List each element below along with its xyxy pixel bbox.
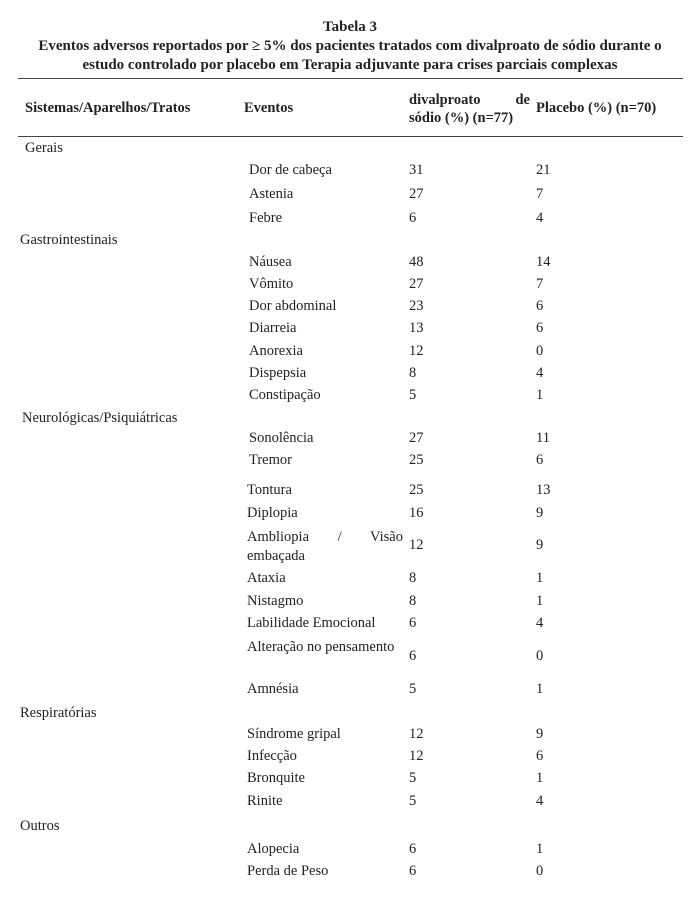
- title-line-3: estudo controlado por placebo em Terapia adjuvante para crises parciais complexas: [82, 57, 618, 73]
- divalproato-value: 5: [409, 387, 417, 403]
- placebo-value: 1: [536, 770, 544, 786]
- placebo-value: 1: [536, 570, 544, 586]
- event-name: Ambliopia / Visão embaçada: [247, 529, 403, 564]
- header-systems: Sistemas/Aparelhos/Tratos: [25, 100, 191, 116]
- divalproato-value: 12: [409, 537, 424, 553]
- divalproato-value: 25: [409, 452, 424, 468]
- placebo-value: 9: [536, 537, 544, 553]
- event-name: Dor abdominal: [249, 298, 337, 314]
- title-line-2: Eventos adversos reportados por ≥ 5% dos pacientes tratados com divalproato de sódio durante o: [38, 38, 662, 54]
- placebo-value: 6: [536, 298, 544, 314]
- event-name: Bronquite: [247, 770, 305, 786]
- placebo-value: 0: [536, 863, 544, 879]
- placebo-value: 7: [536, 186, 544, 202]
- placebo-value: 4: [536, 365, 544, 381]
- divalproato-value: 6: [409, 615, 417, 631]
- divalproato-value: 12: [409, 343, 424, 359]
- event-name: Vômito: [249, 276, 294, 292]
- placebo-value: 6: [536, 748, 544, 764]
- placebo-value: 9: [536, 505, 544, 521]
- event-name: Labilidade Emocional: [247, 615, 376, 631]
- divalproato-value: 27: [409, 430, 424, 446]
- header-divalproato-line2: sódio (%) (n=77): [409, 110, 514, 126]
- event-name: Dor de cabeça: [249, 162, 332, 178]
- event-name: Anorexia: [249, 343, 303, 359]
- category-outros: Outros: [20, 818, 60, 834]
- divalproato-value: 27: [409, 276, 424, 292]
- event-name: Alopecia: [247, 841, 300, 857]
- placebo-value: 21: [536, 162, 551, 178]
- event-name: Constipação: [249, 387, 321, 403]
- placebo-value: 9: [536, 726, 544, 742]
- event-name: Náusea: [249, 254, 292, 270]
- event-name: Ataxia: [247, 570, 286, 586]
- divalproato-value: 6: [409, 863, 417, 879]
- placebo-value: 6: [536, 320, 544, 336]
- placebo-value: 0: [536, 343, 544, 359]
- placebo-value: 6: [536, 452, 544, 468]
- placebo-value: 13: [536, 482, 551, 498]
- event-name: Diplopia: [247, 505, 298, 521]
- event-name: Nistagmo: [247, 593, 304, 609]
- divalproato-value: 25: [409, 482, 424, 498]
- placebo-value: 0: [536, 648, 544, 664]
- top-rule: [18, 78, 683, 79]
- placebo-value: 7: [536, 276, 544, 292]
- event-name: Amnésia: [247, 681, 299, 697]
- placebo-value: 1: [536, 593, 544, 609]
- event-name: Síndrome gripal: [247, 726, 341, 742]
- placebo-value: 1: [536, 681, 544, 697]
- event-name: Astenia: [249, 186, 294, 202]
- divalproato-value: 31: [409, 162, 424, 178]
- header-placebo: Placebo (%) (n=70): [536, 100, 657, 116]
- divalproato-value: 16: [409, 505, 424, 521]
- divalproato-value: 5: [409, 793, 417, 809]
- category-neurologicas: Neurológicas/Psiquiátricas: [22, 410, 178, 426]
- divalproato-value: 48: [409, 254, 424, 270]
- divalproato-value: 12: [409, 726, 424, 742]
- divalproato-value: 5: [409, 681, 417, 697]
- event-name: Sonolência: [249, 430, 314, 446]
- event-name: Dispepsia: [249, 365, 307, 381]
- divalproato-value: 5: [409, 770, 417, 786]
- event-name: Alteração no pensamento: [247, 639, 395, 655]
- divalproato-value: 8: [409, 593, 417, 609]
- divalproato-value: 8: [409, 365, 417, 381]
- category-gastrointestinais: Gastrointestinais: [20, 232, 118, 248]
- divalproato-value: 23: [409, 298, 424, 314]
- category-gerais: Gerais: [25, 140, 63, 156]
- placebo-value: 4: [536, 793, 544, 809]
- placebo-value: 1: [536, 387, 544, 403]
- header-divalproato-line1: divalproato de: [409, 92, 530, 108]
- event-name: Tontura: [247, 482, 292, 498]
- event-name: Rinite: [247, 793, 283, 809]
- event-name: Infecção: [247, 748, 297, 764]
- header-rule: [18, 136, 683, 137]
- divalproato-value: 8: [409, 570, 417, 586]
- event-name: Diarreia: [249, 320, 297, 336]
- placebo-value: 4: [536, 615, 544, 631]
- placebo-value: 1: [536, 841, 544, 857]
- placebo-value: 4: [536, 210, 544, 226]
- title-line-1: Tabela 3: [322, 19, 378, 35]
- divalproato-value: 6: [409, 648, 417, 664]
- header-events: Eventos: [244, 100, 294, 116]
- event-name: Tremor: [249, 452, 292, 468]
- event-name: Febre: [249, 210, 283, 226]
- divalproato-value: 6: [409, 210, 417, 226]
- placebo-value: 11: [536, 430, 550, 446]
- divalproato-value: 27: [409, 186, 424, 202]
- event-name: Perda de Peso: [247, 863, 329, 879]
- divalproato-value: 13: [409, 320, 424, 336]
- placebo-value: 14: [536, 254, 551, 270]
- divalproato-value: 12: [409, 748, 424, 764]
- divalproato-value: 6: [409, 841, 417, 857]
- category-respiratorias: Respiratórias: [20, 705, 97, 721]
